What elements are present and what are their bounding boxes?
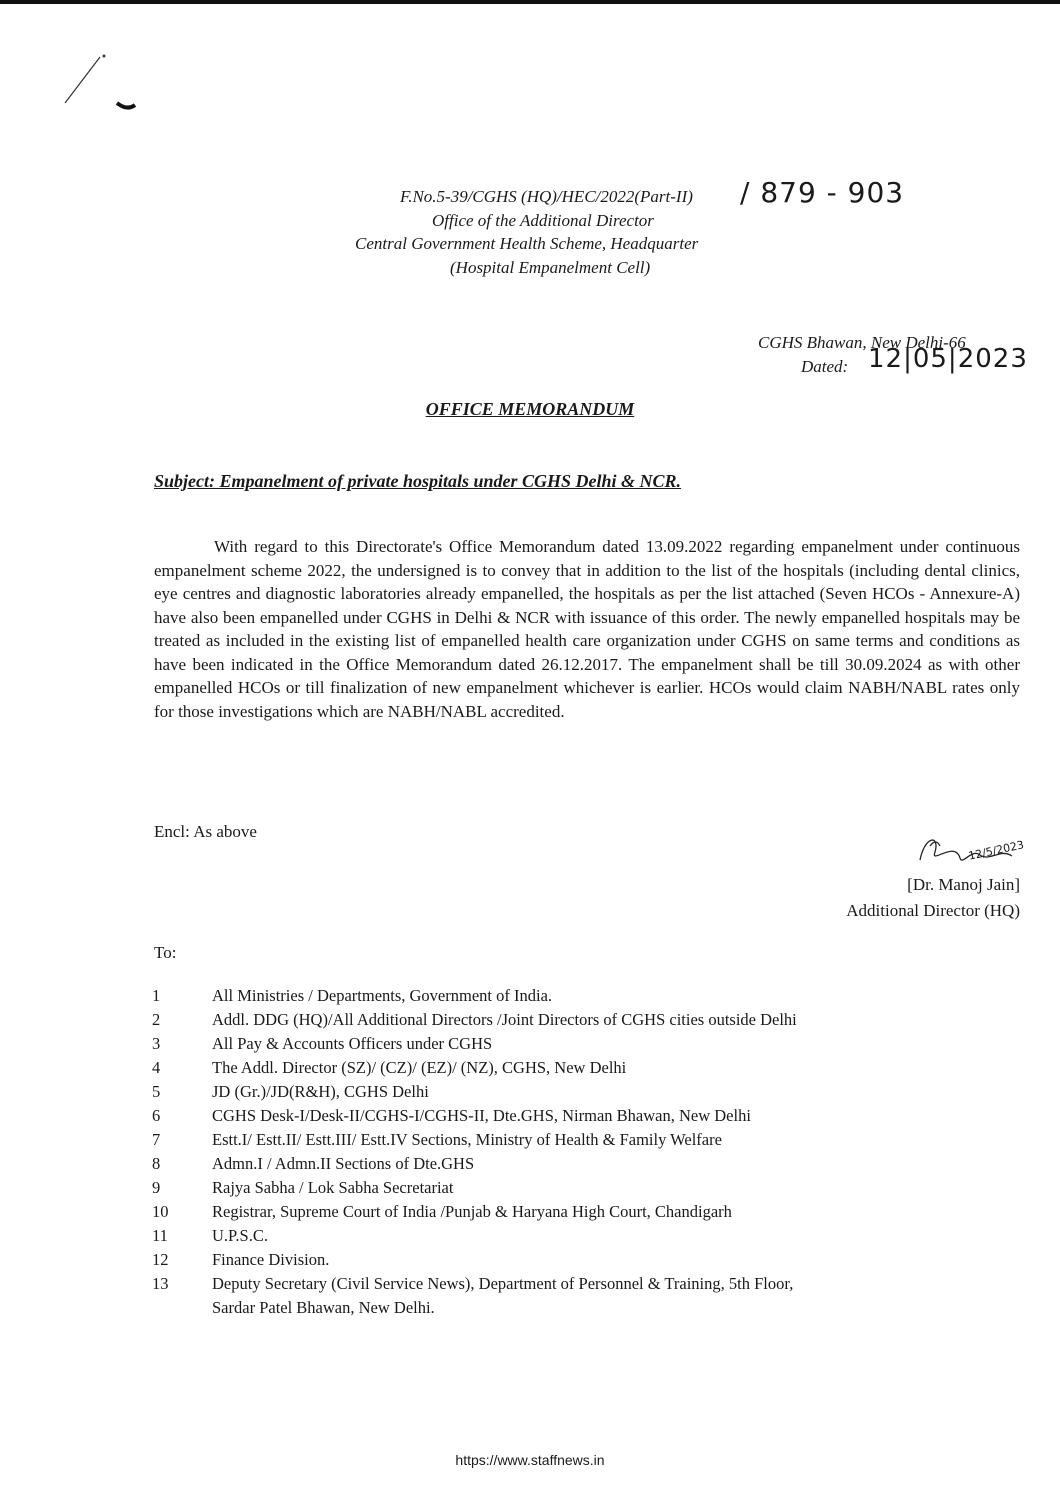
cell-name: (Hospital Empanelment Cell) — [450, 258, 651, 277]
memorandum-title: OFFICE MEMORANDUM — [425, 399, 635, 419]
list-item: 4 The Addl. Director (SZ)/ (CZ)/ (EZ)/ (NZ), CGHS, New Delhi — [152, 1058, 627, 1077]
body-paragraph: With regard to this Directorate's Office Memorandum dated 13.09.2022 regarding empanelment under continuous empanelment scheme 2022, the undersigned is to convey that in addition to the list of the hospitals (including dental clinics, eye centres and diagnostic laboratories already empanelled, the hospitals as per the list attached (Seven HCOs - Annexure-A) have also been empanelled under CGHS in Delhi & NCR with issuance of this order. The newly empanelled hospitals may be treated as included in the existing list of empanelled health care organization under CGHS on same terms and conditions as have been indicated in the Office Memorandum dated 26.12.2017. The empanelment shall be till 30.09.2024 as with other empanelled HCOs or till finalization of new empanelment whichever is earlier. HCOs would claim NABH/NABL rates only for those investigations which are NABH/NABL accredited. — [154, 537, 1020, 721]
signature-date: 12/5/2023 — [967, 838, 1026, 863]
handwritten-date: 12|05|2023 — [868, 344, 1028, 374]
office-name: Office of the Additional Director — [432, 211, 654, 230]
issue-location: CGHS Bhawan, New Delhi-66 — [758, 333, 966, 352]
footer-url: https://www.staffnews.in — [455, 1452, 605, 1468]
list-item: 10 Registrar, Supreme Court of India /Punjab & Haryana High Court, Chandigarh — [152, 1202, 732, 1221]
addressee-label: To: — [154, 943, 177, 962]
handwritten-reference-number: / 879 - 903 — [740, 176, 905, 209]
list-item: 9 Rajya Sabha / Lok Sabha Secretariat — [152, 1178, 454, 1197]
list-item: 3 All Pay & Accounts Officers under CGHS — [152, 1034, 493, 1053]
list-item: 12 Finance Division. — [152, 1250, 330, 1269]
scan-top-border — [0, 0, 1060, 4]
scan-mark-decoration — [55, 45, 145, 125]
list-item: 8 Admn.I / Admn.II Sections of Dte.GHS — [152, 1154, 475, 1173]
list-item: 11 U.P.S.C. — [152, 1226, 268, 1245]
file-number: F.No.5-39/CGHS (HQ)/HEC/2022(Part-II) — [400, 187, 693, 206]
signatory-name: [Dr. Manoj Jain] — [907, 875, 1020, 894]
list-item: 6 CGHS Desk-I/Desk-II/CGHS-I/CGHS-II, Dte.GHS, Nirman Bhawan, New Delhi — [152, 1106, 751, 1125]
list-item: 1 All Ministries / Departments, Government of India. — [152, 986, 553, 1005]
signatory-designation: Additional Director (HQ) — [846, 901, 1020, 920]
subject-line: Subject: Empanelment of private hospitals under CGHS Delhi & NCR. — [154, 471, 682, 491]
dated-label: Dated: — [801, 357, 849, 376]
signatory-block — [846, 872, 1020, 924]
distribution-list — [152, 984, 1012, 1320]
list-item: 13 Deputy Secretary (Civil Service News), Department of Personnel & Training, 5th Floor, Sardar Patel Bhawan, New Delhi. — [152, 1274, 794, 1317]
list-item: 5 JD (Gr.)/JD(R&H), CGHS Delhi — [152, 1082, 429, 1101]
enclosure-note: Encl: As above — [154, 822, 257, 841]
organisation-name: Central Government Health Scheme, Headquarter — [355, 234, 699, 253]
list-item: 7 Estt.I/ Estt.II/ Estt.III/ Estt.IV Sections, Ministry of Health & Family Welfare — [152, 1130, 722, 1149]
list-item: 2 Addl. DDG (HQ)/All Additional Directors /Joint Directors of CGHS cities outside Delhi — [152, 1010, 797, 1029]
